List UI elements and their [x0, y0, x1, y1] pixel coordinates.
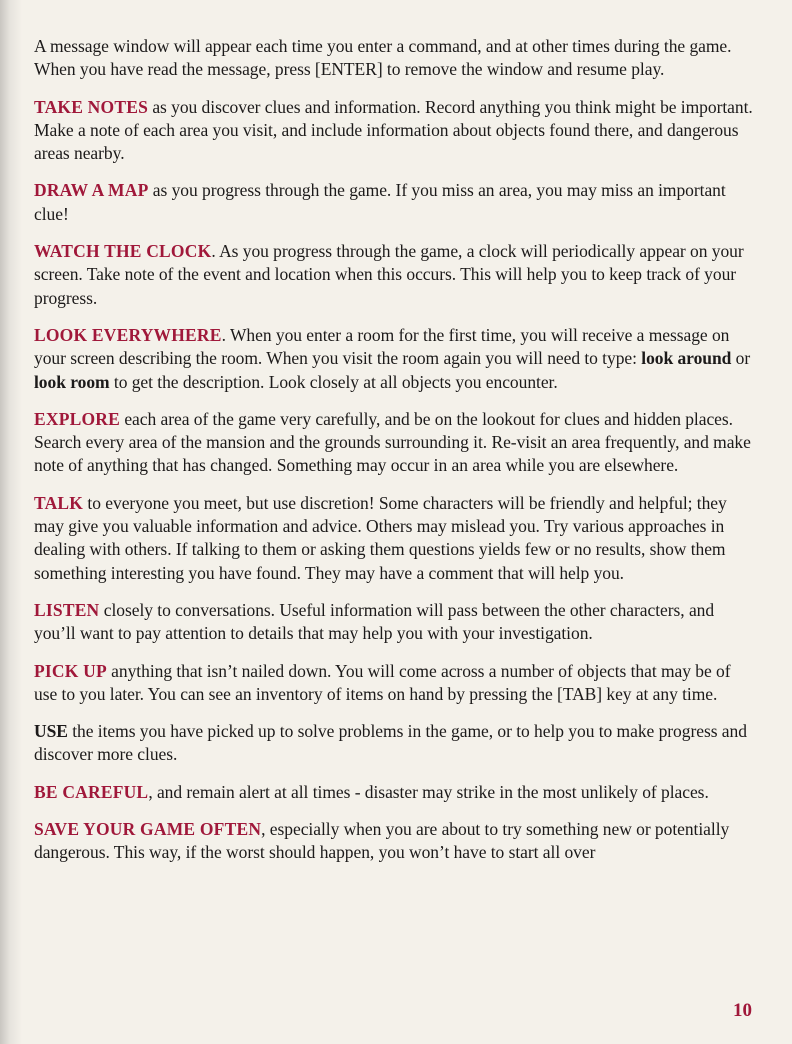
tip-draw-a-map — [34, 179, 754, 226]
tip-text: . As you progress through the game, a clock will periodically appear on your screen. Take note of the event and location when this occurs. This will help you to keep track of your progress. — [34, 241, 744, 308]
tip-text: . When you enter a room for the first time, you will receive a message on your screen describing the room. When you visit the room again you will need to type: — [34, 324, 730, 369]
page-number: 10 — [733, 1000, 752, 1021]
tip-keyword: SAVE YOUR GAME OFTEN — [34, 819, 262, 840]
tip-keyword: TALK — [34, 492, 84, 513]
tip-text: each area of the game very carefully, and be on the lookout for clues and hidden places. Search every area of the mansion and the grounds surrounding it. Re-visit an area frequently, and make note of anything that has changed. Something may occur in an area while you are elsewhere. — [34, 408, 751, 476]
command-look-around: look around — [641, 348, 732, 369]
tip-pick-up — [34, 660, 754, 707]
command-look-room: look room — [34, 371, 110, 392]
tip-be-careful — [34, 781, 754, 804]
tip-keyword: LOOK EVERYWHERE — [34, 324, 222, 345]
tip-listen — [34, 599, 754, 646]
tip-keyword: PICK UP — [34, 660, 107, 681]
tip-use — [34, 720, 754, 767]
tip-text: , especially when you are about to try something new or potentially dangerous. This way, if the worst should happen, you won’t have to start all over — [34, 819, 730, 863]
tip-keyword: TAKE NOTES — [34, 96, 148, 117]
tip-text: closely to conversations. Useful information will pass between the other characters, and you’ll want to pay attention to details that may help you with your investigation. — [34, 599, 715, 644]
tip-keyword: BE CAREFUL — [34, 781, 149, 802]
tip-save-your-game-often — [34, 818, 754, 865]
manual-page-content — [34, 35, 754, 879]
tip-take-notes — [34, 96, 754, 166]
tip-text: , and remain alert at all times - disaster may strike in the most unlikely of places. — [148, 781, 709, 802]
tip-keyword: WATCH THE CLOCK — [34, 241, 212, 262]
page-binding-shadow — [0, 0, 22, 1044]
tip-text-tail: to get the description. Look closely at all objects you encounter. — [109, 371, 558, 392]
tip-talk — [34, 492, 754, 585]
intro-paragraph — [34, 35, 754, 82]
tip-text: as you progress through the game. If you miss an area, you may miss an important clue! — [34, 180, 726, 224]
tip-text: the items you have picked up to solve problems in the game, or to help you to make progress and discover more clues. — [34, 721, 747, 765]
tip-text-mid: or — [731, 348, 751, 369]
tip-text: to everyone you meet, but use discretion! Some characters will be friendly and helpful; they may give you valuable information and advice. Others may mislead you. Try various approaches in dealing with others. If talking to them or asking them questions yields few or no results, show them something interesting you have found. They may have a comment that will help you. — [34, 492, 727, 583]
tip-keyword: DRAW A MAP — [34, 180, 149, 201]
tip-keyword: LISTEN — [34, 599, 100, 620]
tip-keyword: USE — [34, 721, 68, 742]
tip-text: anything that isn’t nailed down. You will come across a number of objects that may be of use to you later. You can see an inventory of items on hand by pressing the [TAB] key at any time. — [34, 660, 731, 704]
tip-watch-the-clock — [34, 240, 754, 310]
tip-explore — [34, 408, 754, 478]
tip-text: as you discover clues and information. Record anything you think might be important. Make a note of each area you visit, and include information about objects found there, and dangerous areas nearby. — [34, 96, 753, 164]
tip-keyword: EXPLORE — [34, 408, 120, 429]
tip-look-everywhere — [34, 324, 754, 394]
intro-text: A message window will appear each time you enter a command, and at other times during the game. When you have read the message, press [ENTER] to remove the window and resume play. — [34, 36, 732, 80]
